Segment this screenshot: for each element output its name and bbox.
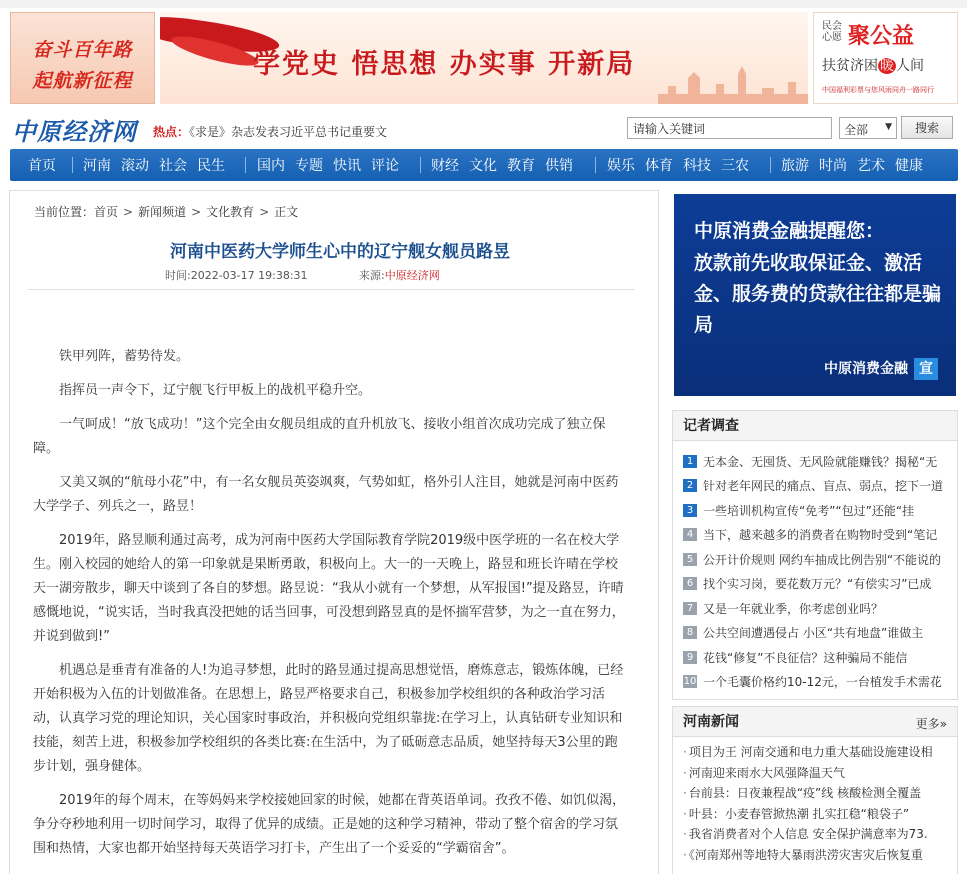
henan-news-header (673, 707, 957, 737)
rank-number-badge: 7 (683, 602, 697, 615)
rank-list-item[interactable] (683, 449, 949, 474)
news-item-title[interactable]: 我省消费者对个人信息 安全保护满意率为73. (688, 827, 928, 841)
rank-list-item[interactable] (683, 523, 949, 548)
rank-number-badge: 6 (683, 577, 697, 590)
bullet-icon: · (683, 847, 687, 862)
reporter-list (673, 441, 957, 694)
rank-number-badge: 2 (683, 479, 697, 492)
nav-item[interactable]: 民生 (197, 158, 225, 174)
article-paragraph: 一气呵成！“放飞成功！”这个完全由女舰员组成的直升机放飞、接收小组首次成功完成了独立保障。 (33, 417, 606, 456)
nav-group-2 (83, 149, 235, 181)
banner-right-ad[interactable] (813, 12, 958, 104)
breadcrumb-item: 正文 (274, 205, 299, 219)
city-skyline-icon (658, 64, 808, 104)
reporter-heading: 记者调查 (683, 418, 739, 434)
nav-divider (770, 157, 771, 173)
banner-main-ad[interactable] (160, 12, 808, 104)
reporter-investigation-box (672, 410, 958, 700)
search-scope-value: 全部 (844, 123, 869, 137)
hot-label: 热点： (153, 125, 190, 139)
ad-badge: 宣 (914, 358, 938, 380)
rank-number-badge: 4 (683, 528, 697, 541)
article-paragraph: 2019年的每个周末，在等妈妈来学校接她回家的时候，她都在背英语单词。孜孜不倦、如饥似渴，争分夺秒地利用一切时间学习，取得了优异的成绩。正是她的这种学习精神，带动了整个宿舍的学习氛围和热情，大家也都开始坚持每天英语学习打卡，产生出了一个妥妥的“学霸宿舍”。 (33, 793, 626, 856)
news-list-item[interactable] (683, 764, 949, 785)
article-paragraph: 机遇总是垂青有准备的人!为追寻梦想，此时的路昱通过提高思想觉悟，磨炼意志，锻炼体魄，已经开始积极为入伍的计划做准备。在思想上，路昱严格要求自己，积极参加学校组织的各种政治学习活动，认真学习党的理论知识，关心国家时事政治，并积极向党组织靠拢:在学习上，认真钻研专业知识和技能，刻苦上进，积极参加学校组织的各类比赛:在生活中，为了砥砺意志品质，她坚持每天3公里的跑步计划，强身健体。 (33, 663, 624, 774)
rank-item-title[interactable]: 无本金、无囤货、无风险就能赚钱？揭秘“无 (703, 454, 938, 469)
banner-left-line2: 起航新征程 (32, 70, 133, 92)
bullet-icon: · (683, 786, 687, 800)
rank-list-item[interactable] (683, 596, 949, 621)
rank-item-title[interactable]: 花钱“修复”不良征信？这种骗局不能信 (703, 650, 908, 665)
rank-item-title[interactable]: 一些培训机构宣传“免考”“包过”还能“挂 (703, 503, 915, 518)
rank-list-item[interactable] (683, 547, 949, 572)
nav-divider (420, 157, 421, 173)
breadcrumb-separator: > (123, 205, 134, 219)
banner-right-line2-post: 人间 (896, 58, 924, 74)
nav-item[interactable]: 文化 (469, 158, 497, 174)
breadcrumb (34, 203, 298, 220)
site-logo[interactable]: 中原经济网 (12, 117, 137, 146)
hot-link[interactable]: 《求是》杂志发表习近平总书记重要文 (189, 125, 388, 139)
banner-right-footer: 中国福利彩票与您风雨同舟一路同行 (822, 86, 934, 94)
rank-item-title[interactable]: 公开计价规则 网约车抽成比例告别“不能说的 (703, 552, 942, 567)
rank-item-title[interactable]: 公共空间遭遇侵占 小区“共有地盘”谁做主 (703, 626, 924, 641)
rank-number-badge: 5 (683, 553, 697, 566)
nav-item[interactable]: 时尚 (819, 158, 847, 174)
bullet-icon: · (683, 806, 687, 821)
article-paragraph: 铁甲列阵，蓄势待发。 (59, 349, 190, 364)
nav-group-6 (781, 149, 933, 181)
breadcrumb-item[interactable]: 首页 (94, 205, 119, 219)
bullet-icon: · (683, 827, 687, 841)
rank-item-title[interactable]: 又是一年就业季，你考虑创业吗？ (703, 601, 884, 616)
rank-item-title[interactable]: 找个实习岗，要花数万元？“有偿实习”已成 (703, 577, 932, 592)
banner-right-line2 (822, 55, 924, 75)
rank-list-item[interactable] (683, 645, 949, 670)
ad-brand: 中原消费金融 (824, 361, 908, 377)
source-value[interactable]: 中原经济网 (384, 269, 440, 282)
search-input[interactable] (627, 117, 832, 139)
nav-item[interactable]: 教育 (507, 158, 535, 174)
news-item-title[interactable]: 叶县：小麦春管掀热潮 扎实扛稳“粮袋子” (688, 806, 910, 821)
nav-item[interactable]: 评论 (371, 158, 399, 174)
nav-item[interactable]: 财经 (431, 158, 459, 174)
article-body (33, 345, 628, 871)
hot-topic (153, 123, 387, 140)
main-nav (10, 149, 958, 181)
nav-group-5 (607, 149, 759, 181)
article-paragraph: 又美又飒的“航母小花”中，有一名女舰员英姿飒爽，气势如虹，格外引人注目，她就是河南中医药大学学子、列兵之一，路昱！ (33, 475, 619, 514)
rank-list-item[interactable] (683, 670, 949, 695)
source-label: 来源: (359, 269, 385, 282)
nav-item[interactable]: 滚动 (121, 158, 149, 174)
news-item-title[interactable]: 河南迎来雨水大风强降温天气 (688, 765, 845, 780)
rank-list-item[interactable] (683, 572, 949, 597)
banner-right-line2-pre: 扶贫济困 (822, 58, 878, 74)
henan-news-heading: 河南新闻 (683, 714, 739, 730)
search-button[interactable]: 搜索 (901, 116, 953, 139)
rank-list-item[interactable] (683, 498, 949, 523)
breadcrumb-separator: > (259, 205, 270, 219)
nav-group-1 (28, 149, 66, 181)
nav-item[interactable]: 科技 (683, 158, 711, 174)
rank-number-badge: 3 (683, 504, 697, 517)
nav-item[interactable]: 专题 (295, 158, 323, 174)
news-list-item[interactable] (683, 825, 949, 846)
news-list-item[interactable] (683, 743, 949, 764)
reporter-header (673, 411, 957, 441)
nav-item[interactable]: 国内 (257, 158, 285, 174)
article-paragraph: 2019年，路昱顺利通过高考，成为河南中医药大学国际教育学院2019级中医学班的一名在校大学生。刚入校园的她给人的第一印象就是果断勇敢，积极向上。大一的一天晚上，路昱和班长许晴在学校天一湖旁散步，聊天中谈到了各自的梦想。路昱说：“我从小就有一个梦想，从军报国!”提及路昱，许晴感慨地说，“说实话，当时我真没把她的话当回事，可没想到路昱真的是怀揣军营梦，为之一直在努力，并说到做到!” (33, 533, 625, 644)
banner-right-big: 聚公益 (848, 24, 915, 49)
more-link[interactable]: 更多» (915, 717, 947, 731)
rank-list-item[interactable] (683, 621, 949, 646)
news-item-title[interactable]: 《河南郑州等地特大暴雨洪涝灾害灾后恢复重 (688, 847, 923, 862)
ad-body: 放款前先收取保证金、激活金、服务费的贷款往往都是骗局 (694, 252, 942, 336)
rank-number-badge: 1 (683, 455, 697, 468)
article-panel (9, 190, 659, 874)
news-item-title[interactable]: 项目为王 河南交通和电力重大基础设施建设相 (688, 745, 933, 759)
breadcrumb-prefix: 当前位置： (34, 205, 95, 219)
nav-item[interactable]: 健康 (895, 158, 923, 174)
henan-news-box (672, 706, 958, 874)
news-list-item[interactable] (683, 805, 949, 826)
time-label: 时间: (165, 269, 191, 282)
ad-title: 中原消费金融提醒您： (694, 220, 885, 242)
banner-row (10, 12, 958, 104)
chevron-down-icon: ▼ (885, 122, 892, 132)
nav-item[interactable]: 首页 (28, 158, 56, 174)
time-value: 2022-03-17 19:38:31 (190, 269, 308, 282)
nav-item[interactable]: 三农 (721, 158, 749, 174)
rank-number-badge: 9 (683, 651, 697, 664)
news-item-title[interactable]: 台前县：日夜兼程战“疫”线 核酸检测全覆盖 (688, 786, 922, 800)
banner-left-line1: 奋斗百年路 (32, 39, 133, 61)
nav-divider (245, 157, 246, 173)
breadcrumb-item[interactable]: 新闻频道 (138, 205, 187, 219)
rank-number-badge: 10 (683, 676, 697, 688)
nav-item[interactable]: 社会 (159, 158, 187, 174)
bullet-icon: · (683, 765, 687, 780)
nav-item[interactable]: 快讯 (333, 158, 361, 174)
nav-item[interactable]: 旅游 (781, 158, 809, 174)
nav-item[interactable]: 艺术 (857, 158, 885, 174)
nav-item[interactable]: 供销 (545, 158, 573, 174)
breadcrumb-separator: > (191, 205, 202, 219)
rank-item-title[interactable]: 一个毛囊价格约10-12元，一台植发手术需花 (703, 675, 942, 690)
rank-item-title[interactable]: 针对老年网民的痛点、盲点、弱点，挖下一道 (703, 479, 944, 494)
rank-number-badge: 8 (683, 626, 697, 639)
henan-news-list (673, 737, 957, 866)
banner-left-ad[interactable] (10, 12, 155, 104)
nav-item[interactable]: 河南 (83, 158, 111, 174)
rank-item-title[interactable]: 当下，越来越多的消费者在购物时受到“笔记 (703, 528, 938, 543)
article-title: 河南中医药大学师生心中的辽宁舰女舰员路昱 (170, 242, 510, 262)
breadcrumb-item[interactable]: 文化教育 (206, 205, 255, 219)
nav-item[interactable]: 体育 (645, 158, 673, 174)
news-list-item[interactable] (683, 784, 949, 805)
nav-group-3 (257, 149, 409, 181)
nav-item[interactable]: 娱乐 (607, 158, 635, 174)
consumer-finance-ad[interactable] (674, 194, 956, 396)
article-meta (165, 267, 440, 283)
title-divider (28, 289, 635, 290)
bullet-icon: · (683, 745, 687, 759)
nav-divider (595, 157, 596, 173)
top-strip (0, 0, 967, 8)
news-list-item[interactable] (683, 846, 949, 867)
banner-right-small: 民会心愿 (822, 21, 842, 43)
rank-list-item[interactable] (683, 474, 949, 499)
nav-divider (72, 157, 73, 173)
banner-slogan: 学党史 悟思想 办实事 开新局 (253, 49, 636, 80)
article-paragraph: 指挥员一声令下，辽宁舰飞行甲板上的战机平稳升空。 (59, 383, 372, 398)
search-scope-select[interactable] (839, 117, 897, 139)
banner-right-mark: 暖 (880, 58, 894, 74)
nav-group-4 (431, 149, 583, 181)
